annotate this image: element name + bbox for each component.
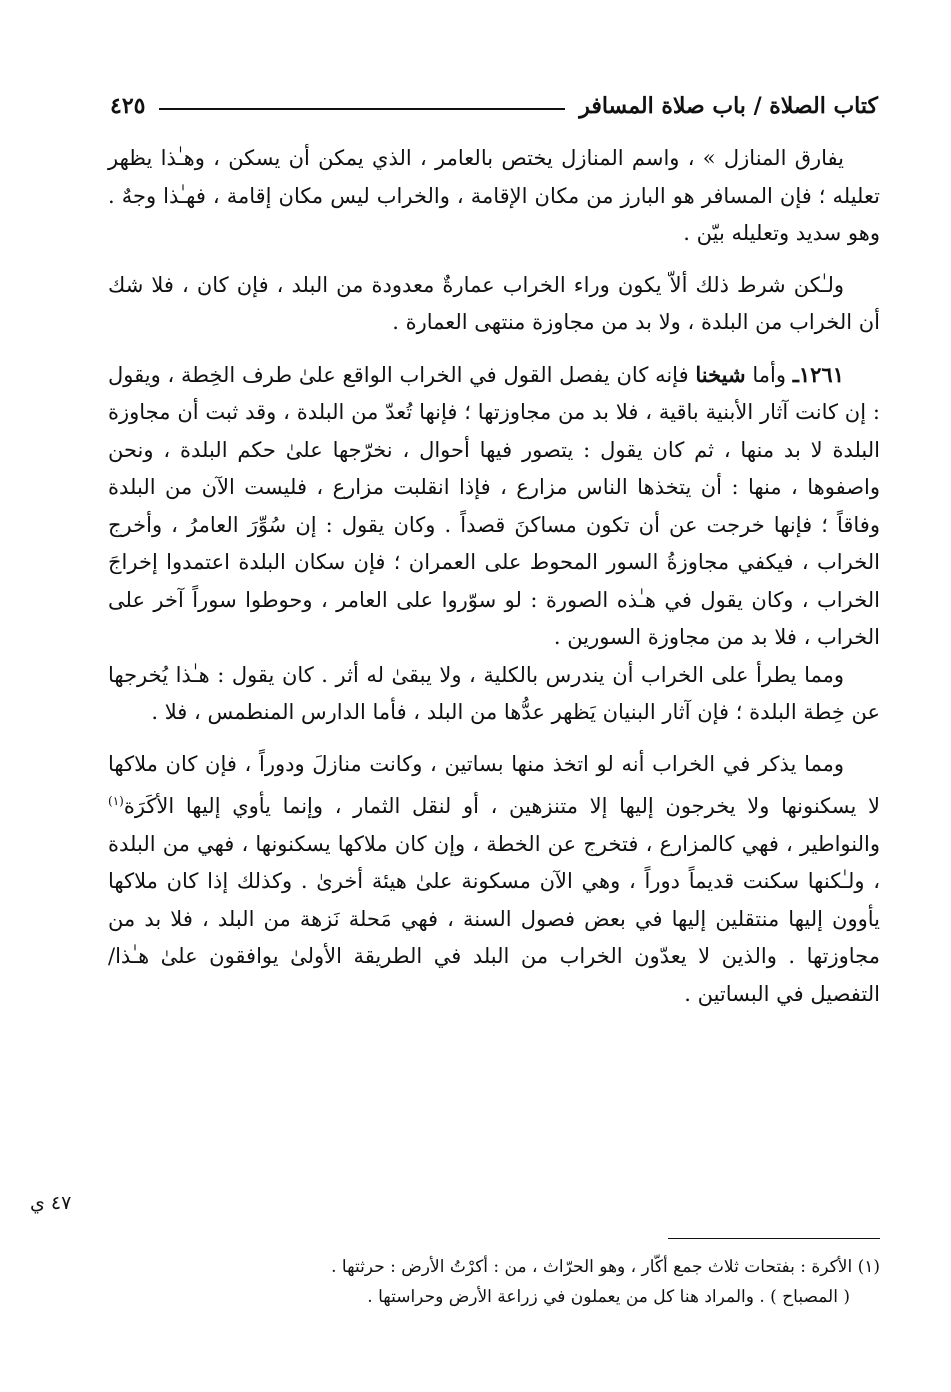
footnote-text: ( المصباح ) . والمراد هنا كل من يعملون في زراعة الأرض وحراستها .	[367, 1287, 850, 1307]
paragraph-4	[108, 657, 880, 732]
footnotes	[108, 1252, 880, 1312]
header-title: كتاب الصلاة / باب صلاة المسافر	[579, 93, 878, 119]
paragraph-3	[108, 356, 880, 657]
paragraph-text: ولـٰكن شرط ذلك ألاّ يكون وراء الخراب عمارةٌ معدودة من البلد ، فإن كان ، فلا شك أن الخراب من البلدة ، ولا بد من مجاوزة منتهى العمارة .	[108, 272, 880, 334]
footnote-number: (١)	[857, 1257, 880, 1277]
footnote-1	[108, 1252, 880, 1282]
footnote-reference[interactable]: (١)	[108, 794, 124, 808]
paragraph-text-lead: ومما يذكر في الخراب أنه لو اتخذ منها بساتين ، وكانت منازلَ ودوراً ، فإن كان ملاكها لا يسكنونها ولا يخرجون إليها إلا متنزهين ، أو لنقل الثمار ، وإنما يأوي إليها الأكَرَة	[108, 751, 880, 818]
paragraph-5	[108, 746, 880, 1014]
footnote-divider	[668, 1238, 880, 1239]
paragraph-2	[108, 267, 880, 342]
margin-manuscript-marker: ٤٧ ي	[30, 1192, 72, 1214]
footnote-text: الأكرة : بفتحات ثلاث جمع أكّار ، وهو الحرّاث ، من : أكرْتُ الأرض : حرثتها .	[331, 1257, 853, 1277]
paragraph-text: والنواطير ، فهي كالمزارع ، فتخرج عن الخطة ، وإن كان ملاكها يسكنونها ، فهي من البلدة ، ولـٰكنها سكنت قديماً دوراً ، وهي الآن مسكونة علىٰ هيئة أخرىٰ . وكذلك إذا كان ملاكها يأوون إليها منتقلين إليها في بعض فصول السنة ، فهي مَحلة نَزهة من البلد ، فلا بد من مجاوزتها . والذين لا يعدّون الخراب من البلد في الطريقة الأولىٰ يوافقون علىٰ هـٰذا/ التفصيل في البساتين .	[108, 831, 880, 1006]
paragraph-text: يفارق المنازل » ، واسم المنازل يختص بالعامر ، الذي يمكن أن يسكن ، وهـٰذا يظهر تعليله ؛ فإن المسافر هو البارز من مكان الإقامة ، والخراب ليس مكان إقامة ، فهـٰذا وجهٌ . وهو سديد وتعليله بيّن .	[108, 146, 880, 245]
paragraph-text-lead: وأما	[745, 362, 793, 387]
paragraph-text: فإنه كان يفصل القول في الخراب الواقع علىٰ طرف الخِطة ، ويقول : إن كانت آثار الأبنية باقية ، فلا بد من مجاوزتها ؛ فإنها تُعدّ من البلدة ، وقد ثبت أن مجاوزة البلدة لا بد منها ، ثم كان يقول : يتصور فيها أحوال ، نخرّجها علىٰ حكم البلدة ، ونحن واصفوها ، منها : أن يتخذها الناس مزارع ، فإذا انقلبت مزارع ، فليست الآن من البلدة وفاقاً ؛ فإنها خرجت عن أن تكون مساكنَ قصداً . وكان يقول : إن سُوِّرَ العامرُ ، وأخرج الخراب ، فيكفي مجاوزةُ السور المحوط على العمران ؛ فإن سكان البلدة اعتمدوا إخراجَ الخراب ، وكان يقول في هـٰذه الصورة : لو سوّروا على العامر ، وحوطوا سوراً آخر على الخراب ، فلا بد من مجاوزة السورين .	[108, 362, 880, 649]
page-number: ٤٢٥	[110, 93, 146, 119]
paragraph-text: ومما يطرأ على الخراب أن يندرس بالكلية ، ولا يبقىٰ له أثر . كان يقول : هـٰذا يُخرجها عن خِطة البلدة ؛ فإن آثار البنيان يَظهر عدُّها من البلد ، فأما الدارس المنطمس ، فلا .	[108, 662, 880, 724]
header-rule	[159, 108, 565, 110]
section-number: ١٢٦١ـ	[792, 361, 844, 387]
main-text	[108, 140, 880, 1013]
running-header	[110, 84, 878, 128]
footnote-1-continuation	[108, 1282, 880, 1312]
paragraph-1	[108, 140, 880, 253]
bold-term: شيخنا	[695, 361, 746, 387]
